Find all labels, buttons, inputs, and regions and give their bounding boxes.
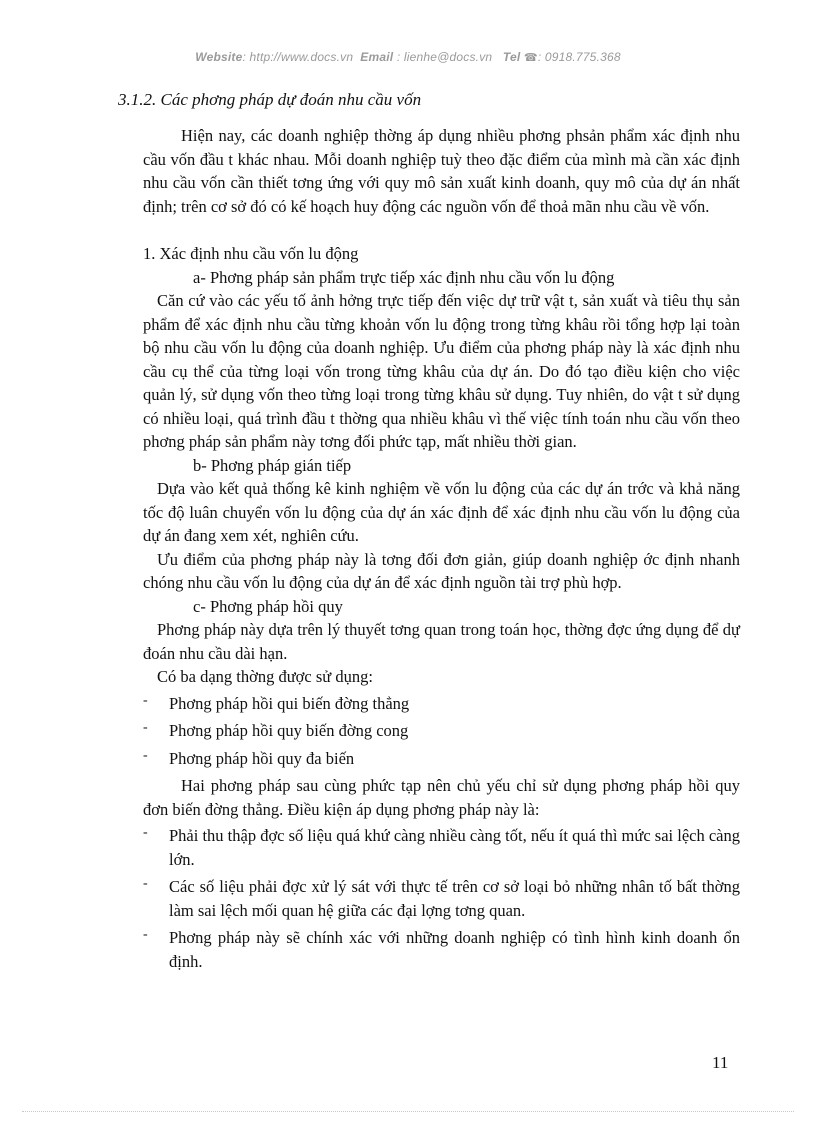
- section-title: 3.1.2. Các phơng pháp dự đoán nhu cầu vốn: [118, 90, 422, 109]
- bullet-dash: -: [143, 747, 148, 763]
- subheading-c: c- Phơng pháp hồi quy: [193, 596, 343, 616]
- paragraph-b1: Dựa vào kết quả thống kê kinh nghiệm về vốn lu động của các dự án trớc và khả năng tốc độ luân chuyển vốn lu động của dự án xác định để xác định nhu cầu vốn lu động của dự án đang xem xét, nghiên cứu.: [143, 479, 740, 545]
- intro-paragraph: Hiện nay, các doanh nghiệp thờng áp dụng nhiều phơng phsản phẩm xác định nhu cầu vốn đầu t khác nhau. Mỗi doanh nghiệp tuỳ theo đặc điểm của mình mà cần xác định nhu cầu vốn cần thiết tơng ứng với quy mô sản xuất kinh doanh, quy mô của dự án nhất định; trên cơ sở đó có kế hoạch huy động các nguồn vốn để thoả mãn nhu cầu về vốn.: [143, 126, 740, 216]
- list-item: - Phơng pháp này sẽ chính xác với những doanh nghiệp có tình hình kinh doanh ổn định.: [143, 926, 740, 973]
- bullet-dash: -: [143, 692, 148, 708]
- conditions-list: [143, 824, 740, 973]
- tel-value: : 0918.775.368: [537, 50, 621, 64]
- list-item: - Phơng pháp hồi quy đa biến: [143, 747, 740, 771]
- page-number: 11: [712, 1053, 729, 1072]
- list-item: - Các số liệu phải đợc xử lý sát với thực tế trên cơ sở loại bỏ những nhân tố bất thờng làm sai lệch mối quan hệ giữa các đại lợng tơng quan.: [143, 875, 740, 922]
- website-value: : http://www.docs.vn: [242, 50, 354, 64]
- email-value: : lienhe@docs.vn: [393, 50, 493, 64]
- paragraph-b2: Ưu điểm của phơng pháp này là tơng đối đơn giản, giúp doanh nghiệp ớc định nhanh chóng nhu cầu vốn lu động của dự án để xác định nguồn tài trợ phù hợp.: [143, 549, 740, 592]
- bullet-dash: -: [143, 825, 148, 840]
- paragraph-c3: Hai phơng pháp sau cùng phức tạp nên chủ yếu chỉ sử dụng phơng pháp hồi quy đơn biến đờng thẳng. Điều kiện áp dụng phơng pháp này là:: [143, 776, 740, 819]
- document-body: [143, 124, 740, 977]
- paragraph-c1: Phơng pháp này dựa trên lý thuyết tơng quan trong toán học, thờng đợc ứng dụng để dự đoán nhu cầu dài hạn.: [143, 620, 740, 663]
- subheading-b: b- Phơng pháp gián tiếp: [193, 455, 352, 475]
- paragraph-c2: Có ba dạng thờng được sử dụng:: [157, 667, 373, 686]
- page-header: [0, 50, 816, 64]
- email-label: Email: [360, 50, 394, 64]
- list-item: - Phơng pháp hồi qui biến đờng thẳng: [143, 692, 740, 716]
- bullet-dash: -: [143, 927, 148, 942]
- list-item: - Phơng pháp hồi quy biến đờng cong: [143, 719, 740, 743]
- phone-icon: ☎: [523, 52, 538, 64]
- list-item: - Phải thu thập đợc số liệu quá khứ càng nhiều càng tốt, nếu ít quá thì mức sai lệch càng lớn.: [143, 824, 740, 871]
- bullet-dash: -: [143, 720, 148, 735]
- footer-divider: [22, 1111, 794, 1112]
- regression-types-list: [143, 692, 740, 771]
- paragraph-a: Căn cứ vào các yếu tố ảnh hởng trực tiếp đến việc dự trữ vật t, sản xuất và tiêu thụ sản phẩm để xác định nhu cầu từng khoản vốn lu động trong từng khâu rồi tổng hợp lại toàn bộ nhu cầu vốn lu động của doanh nghiệp. Ưu điểm của phơng pháp này là xác định nhu cầu cụ thể của từng loại vốn trong từng khâu của dự án. Do đó tạo điều kiện cho việc quản lý, sử dụng vốn theo từng loại trong từng khâu sử dụng. Tuy nhiên, do vật t sử dụng có nhiều loại, quá trình đầu t thờng qua nhiều khâu vì thế việc tính toán nhu cầu vốn theo phơng pháp sản phẩm này tơng đối phức tạp, mất nhiều thời gian.: [143, 291, 740, 451]
- heading-1: 1. Xác định nhu cầu vốn lu động: [143, 244, 359, 263]
- bullet-dash: -: [143, 876, 148, 891]
- tel-label: Tel: [502, 50, 521, 64]
- subheading-a: a- Phơng pháp sản phẩm trực tiếp xác định nhu cầu vốn lu động: [193, 267, 615, 287]
- website-label: Website: [195, 50, 243, 64]
